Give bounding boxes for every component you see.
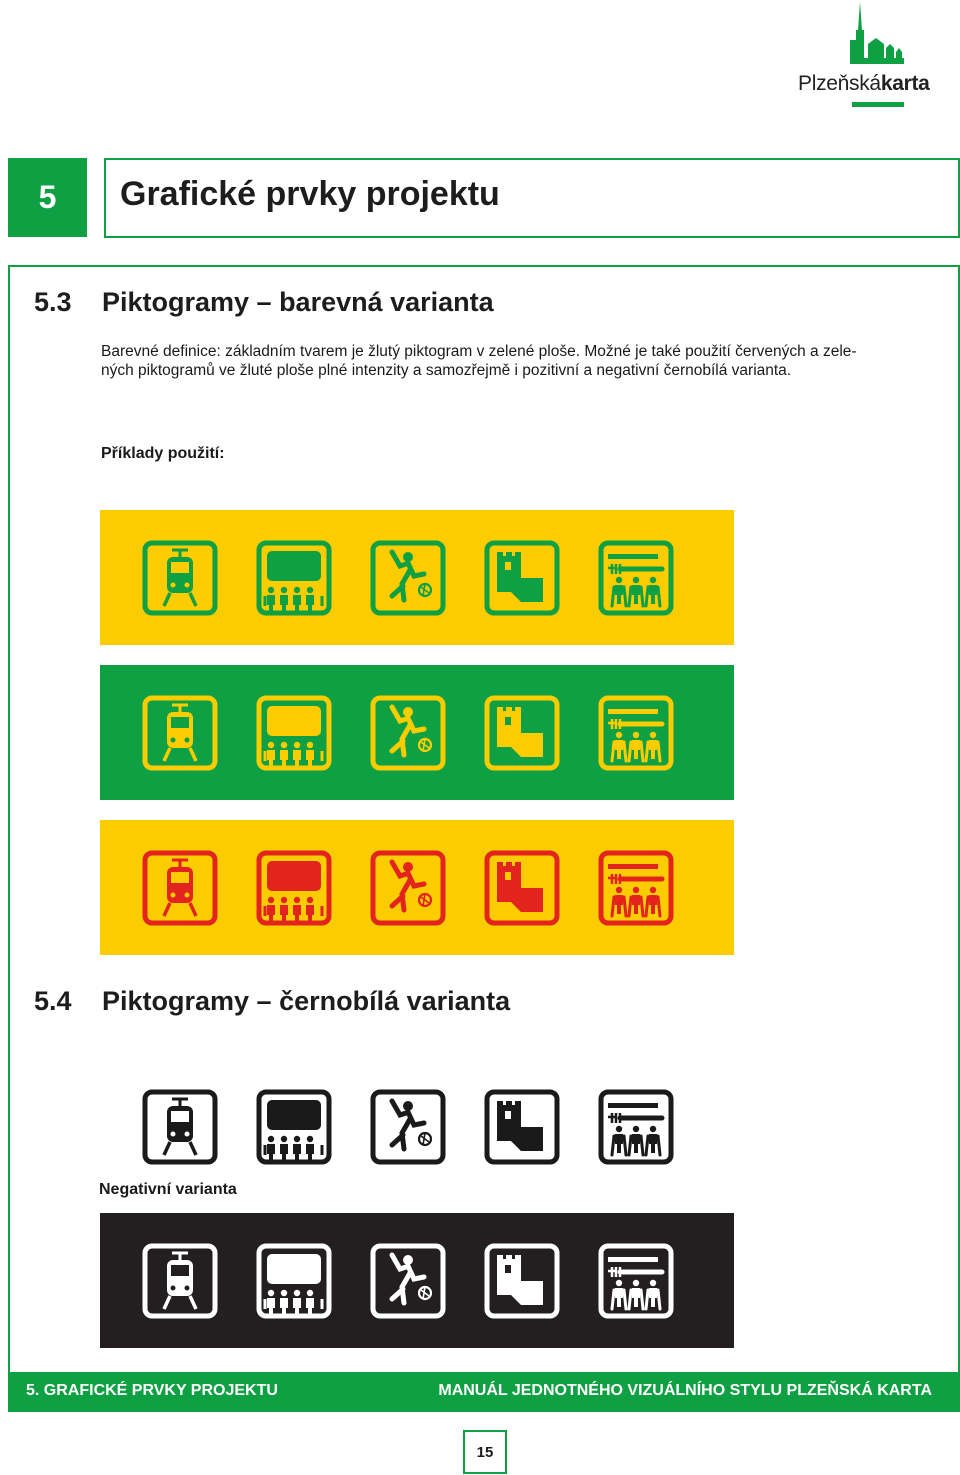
logo-wordmark: Plzeňskákarta — [798, 72, 930, 95]
band-green-on-yellow — [100, 510, 734, 645]
restaurant-icon — [598, 695, 674, 771]
tram-icon — [142, 695, 218, 771]
chapter-title: Grafické prvky projektu — [120, 175, 500, 213]
cinema-icon — [256, 1089, 332, 1165]
castle-icon — [484, 1243, 560, 1319]
tram-icon — [142, 850, 218, 926]
castle-icon — [484, 1089, 560, 1165]
section-53-intro — [101, 342, 901, 380]
band-red-on-yellow — [100, 820, 734, 955]
sport-icon — [370, 850, 446, 926]
restaurant-icon — [598, 540, 674, 616]
section-54-title: Piktogramy – černobílá varianta — [102, 986, 511, 1016]
page-number: 15 — [463, 1430, 507, 1474]
examples-label: Příklady použití: — [101, 445, 225, 462]
tram-icon — [142, 540, 218, 616]
castle-icon — [484, 850, 560, 926]
cinema-icon — [256, 540, 332, 616]
sport-icon — [370, 695, 446, 771]
sport-icon — [370, 1089, 446, 1165]
band-black-on-white — [100, 1057, 734, 1177]
castle-icon — [484, 695, 560, 771]
band-white-on-black — [100, 1213, 734, 1348]
section-53-heading — [34, 287, 494, 318]
footer-chapter: 5. GRAFICKÉ PRVKY PROJEKTU — [26, 1382, 278, 1399]
restaurant-icon — [598, 1089, 674, 1165]
footer-manual-title: MANUÁL JEDNOTNÉHO VIZUÁLNÍHO STYLU PLZEŇSKÁ KARTA — [438, 1382, 932, 1399]
intro-line: Barevné definice: základním tvarem je žlutý piktogram v zelené ploše. Možné je také použití červených a zele- — [101, 343, 857, 360]
negative-label: Negativní varianta — [99, 1181, 237, 1198]
intro-line: ných piktogramů ve žluté ploše plné intenzity a samozřejmě i pozitivní a negativní černobílá varianta. — [101, 362, 792, 379]
section-54-heading — [34, 986, 510, 1017]
restaurant-icon — [598, 1243, 674, 1319]
cinema-icon — [256, 1243, 332, 1319]
footer-bar — [8, 1372, 958, 1412]
restaurant-icon — [598, 850, 674, 926]
section-53-title: Piktogramy – barevná varianta — [102, 287, 494, 317]
chapter-number: 5 — [8, 158, 87, 237]
tram-icon — [142, 1243, 218, 1319]
band-yellow-on-green — [100, 665, 734, 800]
cinema-icon — [256, 695, 332, 771]
cinema-icon — [256, 850, 332, 926]
sport-icon — [370, 1243, 446, 1319]
section-53-number: 5.3 — [34, 287, 72, 317]
section-54-number: 5.4 — [34, 986, 72, 1016]
sport-icon — [370, 540, 446, 616]
plzenska-karta-logo — [790, 0, 960, 112]
castle-icon — [484, 540, 560, 616]
tram-icon — [142, 1089, 218, 1165]
